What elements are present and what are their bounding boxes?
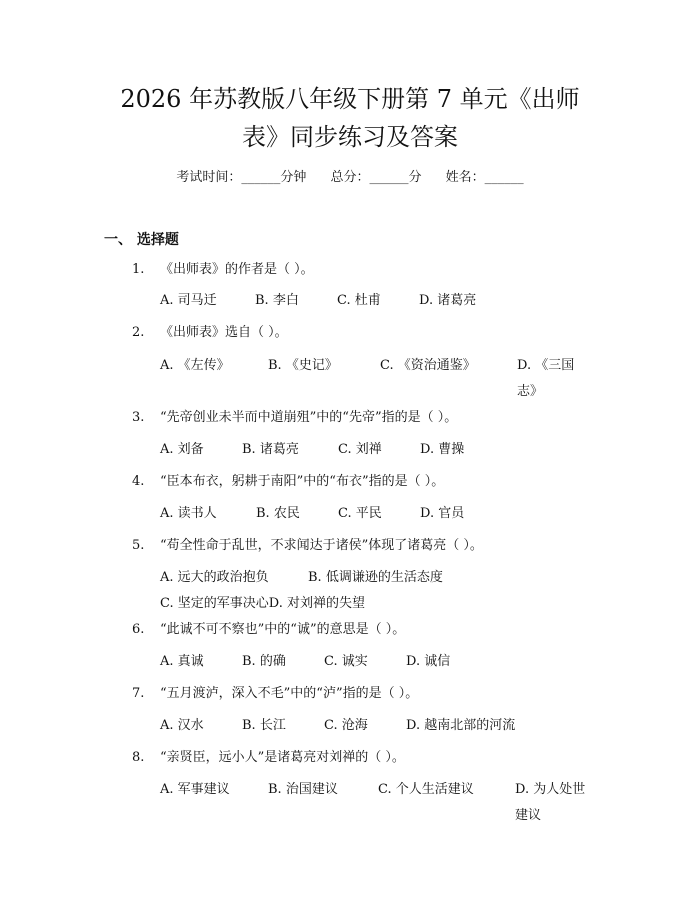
question-number: 7. <box>132 686 145 701</box>
question-text: “亲贤臣，远小人”是诸葛亮对刘禅的（ ）。 <box>160 750 405 765</box>
option-d: D. 为人处世建议 <box>515 782 586 823</box>
title-line-2: 表》同步练习及答案 <box>242 123 458 151</box>
question-4-options <box>104 501 596 527</box>
question-5-options <box>104 565 596 617</box>
option-c: C. 诚实 <box>324 654 368 669</box>
question-number: 1. <box>132 262 145 277</box>
option-b: B. 长江 <box>242 718 286 733</box>
option-c: C. 个人生活建议 <box>378 782 474 797</box>
option-d: D. 《三国志》 <box>517 358 575 399</box>
question-number: 8. <box>132 750 145 765</box>
option-a: A. 司马迁 <box>160 293 217 308</box>
question-number: 6. <box>132 622 145 637</box>
option-b: B. 李白 <box>255 293 299 308</box>
section-heading: 一、 选择题 <box>104 232 179 248</box>
option-c: C. 平民 <box>338 506 382 521</box>
title-line-1: 2026 年苏教版八年级下册第 7 单元《出师 <box>120 85 580 113</box>
exam-meta <box>104 168 596 188</box>
question-5 <box>104 533 596 559</box>
option-a: A. 汉水 <box>160 718 204 733</box>
question-4 <box>104 469 596 495</box>
question-text: “先帝创业未半而中道崩殂”中的“先帝”指的是（ ）。 <box>160 410 458 425</box>
question-2 <box>104 320 596 346</box>
exam-name: 姓名：______ <box>445 170 524 185</box>
question-number: 2. <box>132 325 145 340</box>
document-title <box>104 80 596 156</box>
question-1-options <box>104 288 596 314</box>
option-a: A. 真诚 <box>160 654 204 669</box>
option-d: D. 越南北部的河流 <box>406 718 516 733</box>
option-b: B. 的确 <box>242 654 286 669</box>
question-8 <box>104 745 596 771</box>
option-b: B. 诸葛亮 <box>242 442 299 457</box>
question-text: “此诚不可不察也”中的“诚”的意思是（ ）。 <box>160 622 406 637</box>
option-c: C. 杜甫 <box>337 293 381 308</box>
question-number: 4. <box>132 474 145 489</box>
option-c: C. 《资治通鉴》 <box>380 358 476 373</box>
question-number: 3. <box>132 410 145 425</box>
question-2-options <box>104 353 596 405</box>
option-a: A. 远大的政治抱负 <box>160 570 269 585</box>
option-c: C. 坚定的军事决心 <box>160 596 269 611</box>
option-d: D. 官员 <box>420 506 465 521</box>
question-7 <box>104 681 596 707</box>
option-d: D. 诚信 <box>406 654 451 669</box>
question-text: 《出师表》选自（ ）。 <box>160 325 288 340</box>
option-b: B. 治国建议 <box>268 782 338 797</box>
question-1 <box>104 257 596 283</box>
question-text: 《出师表》的作者是（ ）。 <box>160 262 314 277</box>
option-c: C. 刘禅 <box>338 442 382 457</box>
option-c: C. 沧海 <box>324 718 368 733</box>
question-text: “五月渡泸，深入不毛”中的“泸”指的是（ ）。 <box>160 686 419 701</box>
question-8-options <box>104 777 596 829</box>
option-b: B. 农民 <box>256 506 300 521</box>
exam-time: 考试时间：______分钟 <box>176 170 307 185</box>
option-d: D. 对刘禅的失望 <box>268 596 365 611</box>
exam-score: 总分：______分 <box>330 170 422 185</box>
option-d: D. 诸葛亮 <box>419 293 477 308</box>
question-3-options <box>104 437 596 463</box>
option-a: A. 刘备 <box>160 442 204 457</box>
question-6 <box>104 617 596 643</box>
option-a: A. 《左传》 <box>160 358 230 373</box>
question-6-options <box>104 649 596 675</box>
option-b: B. 低调谦逊的生活态度 <box>308 570 443 585</box>
question-text: “苟全性命于乱世，不求闻达于诸侯”体现了诸葛亮（ ）。 <box>160 538 483 553</box>
question-7-options <box>104 713 596 739</box>
option-d: D. 曹操 <box>420 442 465 457</box>
question-number: 5. <box>132 538 145 553</box>
question-text: “臣本布衣，躬耕于南阳”中的“布衣”指的是（ ）。 <box>160 474 445 489</box>
question-3 <box>104 405 596 431</box>
option-b: B. 《史记》 <box>268 358 338 373</box>
option-a: A. 读书人 <box>160 506 217 521</box>
option-a: A. 军事建议 <box>160 782 230 797</box>
